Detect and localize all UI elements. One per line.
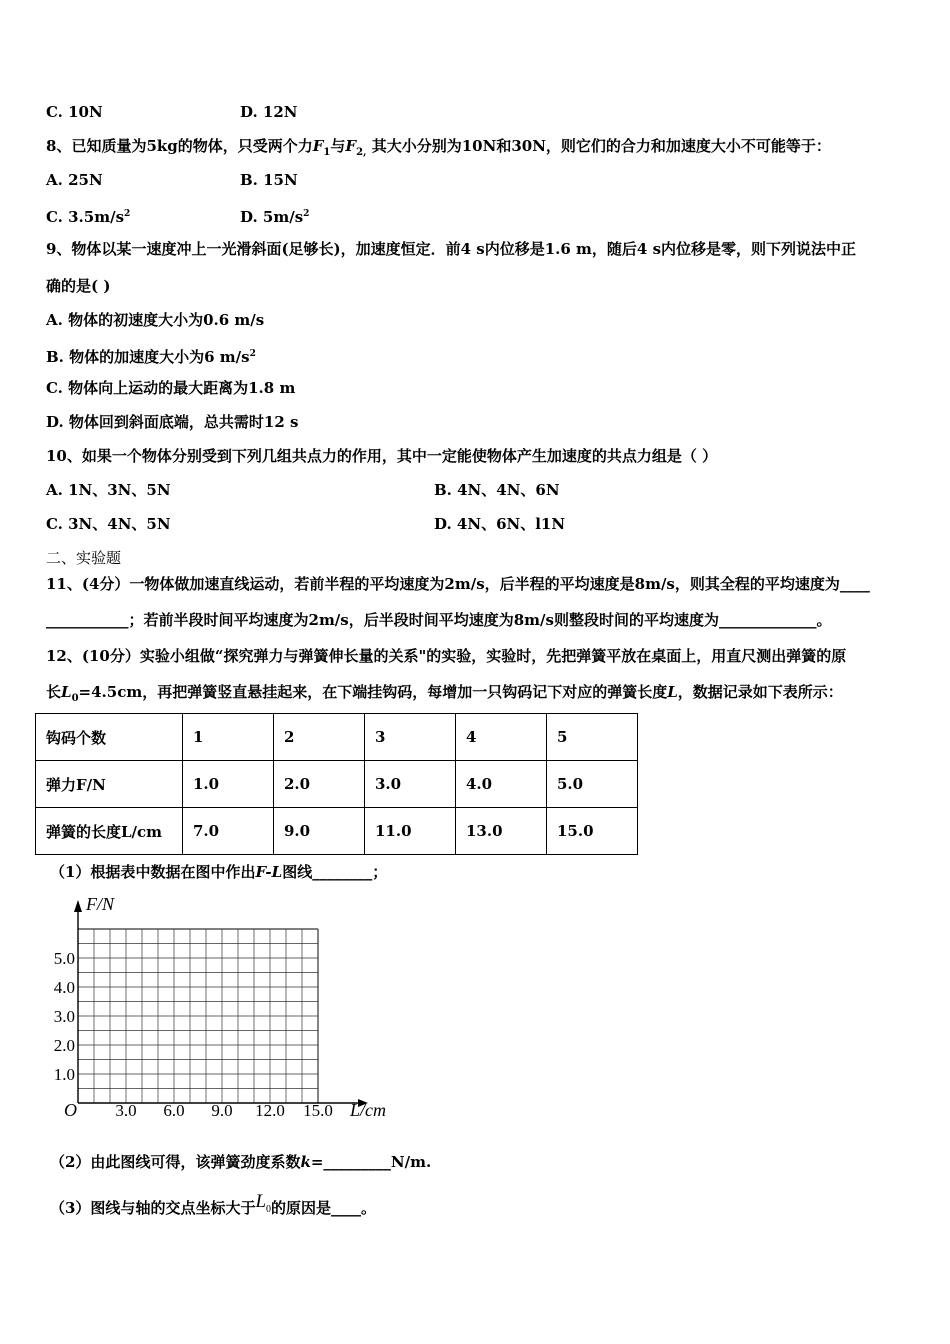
table-cell: 13.0 xyxy=(456,808,547,855)
x-tick-label: 6.0 xyxy=(163,1101,185,1120)
spring-data-table xyxy=(35,713,638,855)
table-cell: 2.0 xyxy=(274,761,365,808)
q8-option-a: A. 25N xyxy=(46,171,103,189)
f-l-graph xyxy=(40,890,400,1120)
q9-stem-line2: 确的是( ) xyxy=(46,277,111,295)
tick-labels xyxy=(54,949,333,1120)
q9-stem-line1: 9、物体以某一速度冲上一光滑斜面(足够长)，加速度恒定．前4 s内位移是1.6 m，随后4 s内位移是零，则下列说法中正 xyxy=(46,240,857,258)
table-cell: 2 xyxy=(274,714,365,761)
q8-option-c: C. $3.5m/s^2$ xyxy=(46,208,131,226)
x-tick-label: 3.0 xyxy=(115,1101,137,1120)
y-tick-label: 4.0 xyxy=(53,978,75,997)
q9-option-b: B. 物体的加速度大小为6 $m/s^2$ xyxy=(46,348,256,366)
grid xyxy=(78,929,318,1103)
x-tick-label: 15.0 xyxy=(303,1101,333,1120)
table-cell: 15.0 xyxy=(547,808,638,855)
y-tick-label: 5.0 xyxy=(53,949,75,968)
y-axis-arrow-icon xyxy=(74,900,82,912)
l0-symbol: $L_0$ xyxy=(255,1191,272,1215)
table-cell: 9.0 xyxy=(274,808,365,855)
x-tick-label: 12.0 xyxy=(255,1101,285,1120)
table-cell: 3 xyxy=(365,714,456,761)
q8-option-d: D. $5m/s^2$ xyxy=(240,208,310,226)
q9-option-c: C. 物体向上运动的最大距离为1.8 m xyxy=(46,379,296,397)
q10-option-a: A. 1N、3N、5N xyxy=(46,481,171,499)
q10-option-d: D. 4N、6N、l1N xyxy=(434,515,566,533)
q9-option-d: D. 物体回到斜面底端，总共需时12 s xyxy=(46,413,299,431)
table-row-header: 弹力F/N xyxy=(36,761,183,808)
table-cell: 3.0 xyxy=(365,761,456,808)
y-axis-label: F/N xyxy=(86,894,115,914)
q12-sub2: （2）由此图线可得，该弹簧劲度系数k=_________N/m. xyxy=(50,1153,432,1171)
table-cell: 4.0 xyxy=(456,761,547,808)
axes xyxy=(74,900,368,1107)
table-row-header: 钩码个数 xyxy=(36,714,183,761)
table-row-header: 弹簧的长度L/cm xyxy=(36,808,183,855)
q10-option-b: B. 4N、4N、6N xyxy=(434,481,560,499)
q12-sub3: （3）图线与轴的交点坐标大于$L_0$的原因是____。 xyxy=(50,1191,377,1217)
table-cell: 7.0 xyxy=(183,808,274,855)
table-cell: 5 xyxy=(547,714,638,761)
table-cell: 1 xyxy=(183,714,274,761)
origin-label: O xyxy=(64,1100,77,1120)
q12-sub1: （1）根据表中数据在图中作出F-L图线________； xyxy=(50,863,388,881)
table-cell: 4 xyxy=(456,714,547,761)
table-cell: 1.0 xyxy=(183,761,274,808)
x-axis-label: L/cm xyxy=(350,1100,386,1120)
q8-option-b: B. 15N xyxy=(240,171,298,189)
table-cell: 11.0 xyxy=(365,808,456,855)
q12-stem-line1: 12、(10分）实验小组做“探究弹力与弹簧伸长量的关系"的实验，实验时，先把弹簧平放在桌面上，用直尺测出弹簧的原 xyxy=(46,647,847,665)
y-tick-label: 1.0 xyxy=(53,1065,75,1084)
q7-option-d: D. 12N xyxy=(240,103,298,121)
table-row xyxy=(36,808,638,855)
y-tick-label: 2.0 xyxy=(53,1036,75,1055)
q10-option-c: C. 3N、4N、5N xyxy=(46,515,171,533)
x-tick-label: 9.0 xyxy=(211,1101,233,1120)
q7-option-c: C. 10N xyxy=(46,103,103,121)
table-row xyxy=(36,761,638,808)
table-cell: 5.0 xyxy=(547,761,638,808)
q11-stem-line1: 11、(4分）一物体做加速直线运动，若前半程的平均速度为2m/s，后半程的平均速度是8m/s，则其全程的平均速度为____ xyxy=(46,575,870,593)
y-tick-label: 3.0 xyxy=(53,1007,75,1026)
q11-stem-line2: ___________；若前半段时间平均速度为2m/s，后半段时间平均速度为8m/s则整段时间的平均速度为_____________。 xyxy=(46,611,832,629)
q10-stem: 10、如果一个物体分别受到下列几组共点力的作用，其中一定能使物体产生加速度的共点力组是（ ） xyxy=(46,447,718,465)
q9-option-a: A. 物体的初速度大小为0.6 m/s xyxy=(46,311,265,329)
section-heading: 二、实验题 xyxy=(46,549,122,567)
table-row xyxy=(36,714,638,761)
q8-stem: 8、已知质量为5kg的物体，只受两个力$F_1$与$F_{2,}$ 其大小分别为10N和30N，则它们的合力和加速度大小不可能等于： xyxy=(46,137,831,158)
q12-stem-line2: 长$L_0=4.5cm$，再把弹簧竖直悬挂起来，在下端挂钩码，每增加一只钩码记下对应的弹簧长度L，数据记录如下表所示： xyxy=(46,683,843,704)
